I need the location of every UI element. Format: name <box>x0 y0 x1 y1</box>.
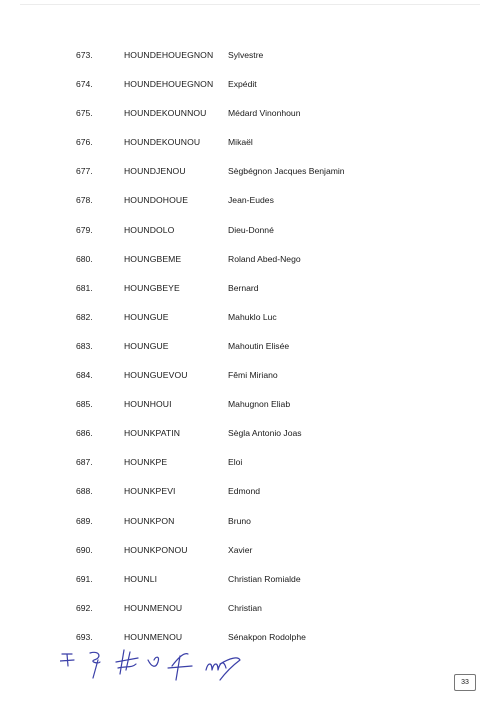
entry-first-names: Edmond <box>228 486 261 497</box>
list-item <box>0 275 500 304</box>
list-item <box>0 217 500 246</box>
entry-first-names: Sègla Antonio Joas <box>228 428 302 439</box>
top-rule <box>20 4 480 5</box>
entry-number: 676. <box>76 137 93 148</box>
entry-last-name: HOUNGUEVOU <box>124 370 188 381</box>
entry-number: 680. <box>76 253 93 264</box>
entry-number: 693. <box>76 631 93 642</box>
entry-number: 677. <box>76 166 93 177</box>
page-number-box <box>454 674 476 691</box>
entry-last-name: HOUNKPON <box>124 515 175 526</box>
entry-number: 673. <box>76 50 93 60</box>
entry-last-name: HOUNKPONOU <box>124 544 188 555</box>
entry-first-names: Bernard <box>228 282 259 293</box>
list-item <box>0 595 500 624</box>
entry-last-name: HOUNDJENOU <box>124 166 186 177</box>
entry-first-names: Mahugnon Eliab <box>228 399 291 410</box>
list-item <box>0 566 500 595</box>
entry-last-name: HOUNGUE <box>124 311 169 322</box>
entry-number: 690. <box>76 544 93 555</box>
entry-last-name: HOUNDEHOUEGNON <box>124 79 214 90</box>
list-item <box>0 420 500 449</box>
list-item <box>0 42 500 71</box>
entry-first-names: Expédit <box>228 79 257 90</box>
entry-last-name: HOUNDOHOUE <box>124 195 189 206</box>
entry-number: 678. <box>76 195 93 206</box>
entry-last-name: HOUNHOUI <box>124 399 172 410</box>
entry-first-names: Fêmi Miriano <box>228 370 278 381</box>
entry-number: 689. <box>76 515 93 526</box>
name-list <box>0 42 500 653</box>
list-item <box>0 71 500 100</box>
list-item <box>0 508 500 537</box>
entry-number: 681. <box>76 282 93 293</box>
entry-first-names: Mikaël <box>228 137 253 148</box>
entry-first-names: Sègbégnon Jacques Benjamin <box>228 166 345 177</box>
entry-number: 675. <box>76 108 93 119</box>
entry-number: 679. <box>76 224 93 235</box>
signature-mark-3 <box>116 650 138 674</box>
entry-first-names: Xavier <box>228 544 253 555</box>
entry-last-name: HOUNKPE <box>124 457 168 468</box>
entry-first-names: Mahuklo Luc <box>228 311 277 322</box>
entry-last-name: HOUNLI <box>124 573 158 584</box>
entry-last-name: HOUNDEHOUEGNON <box>124 50 214 60</box>
entry-first-names: Dieu-Donné <box>228 224 274 235</box>
entry-number: 683. <box>76 340 93 351</box>
entry-last-name: HOUNDEKOUNOU <box>124 137 201 148</box>
entry-number: 691. <box>76 573 93 584</box>
entry-number: 684. <box>76 370 93 381</box>
entry-first-names: Bruno <box>228 515 251 526</box>
list-item <box>0 246 500 275</box>
list-item <box>0 129 500 158</box>
entry-number: 685. <box>76 399 93 410</box>
entry-number: 686. <box>76 428 93 439</box>
entry-first-names: Mahoutin Elisée <box>228 340 290 351</box>
entry-last-name: HOUNGBEYE <box>124 282 180 293</box>
entry-last-name: HOUNMENOU <box>124 631 183 642</box>
entry-first-names: Christian <box>228 602 262 613</box>
entry-last-name: HOUNGBEME <box>124 253 182 264</box>
entry-last-name: HOUNDEKOUNNOU <box>124 108 207 119</box>
entry-first-names: Sénakpon Rodolphe <box>228 631 306 642</box>
entry-first-names: Roland Abed-Nego <box>228 253 301 264</box>
entry-number: 688. <box>76 486 93 497</box>
entry-first-names: Jean-Eudes <box>228 195 274 206</box>
entry-number: 692. <box>76 602 93 613</box>
list-item <box>0 100 500 129</box>
entry-last-name: HOUNKPATIN <box>124 428 181 439</box>
signature-initials <box>60 648 260 682</box>
entry-first-names: Médard Vinonhoun <box>228 108 301 119</box>
list-item <box>0 391 500 420</box>
signature-mark-2 <box>90 652 100 678</box>
entry-last-name: HOUNMENOU <box>124 602 183 613</box>
entry-first-names: Eloi <box>228 457 243 468</box>
entry-number: 674. <box>76 79 93 90</box>
entry-last-name: HOUNGUE <box>124 340 169 351</box>
list-item <box>0 537 500 566</box>
list-item <box>0 333 500 362</box>
page-number: 33 <box>461 679 469 686</box>
list-item <box>0 158 500 187</box>
signature-mark-5 <box>168 654 192 680</box>
list-item <box>0 304 500 333</box>
list-item <box>0 187 500 216</box>
entry-first-names: Sylvestre <box>228 50 264 60</box>
signature-mark-1 <box>60 654 74 666</box>
entry-last-name: HOUNKPEVI <box>124 486 176 497</box>
list-item <box>0 478 500 507</box>
signature-mark-4 <box>148 657 159 666</box>
signature-mark-6 <box>206 658 240 680</box>
list-item <box>0 362 500 391</box>
entry-last-name: HOUNDOLO <box>124 224 175 235</box>
list-item <box>0 449 500 478</box>
entry-first-names: Christian Romialde <box>228 573 301 584</box>
entry-number: 687. <box>76 457 93 468</box>
entry-number: 682. <box>76 311 93 322</box>
